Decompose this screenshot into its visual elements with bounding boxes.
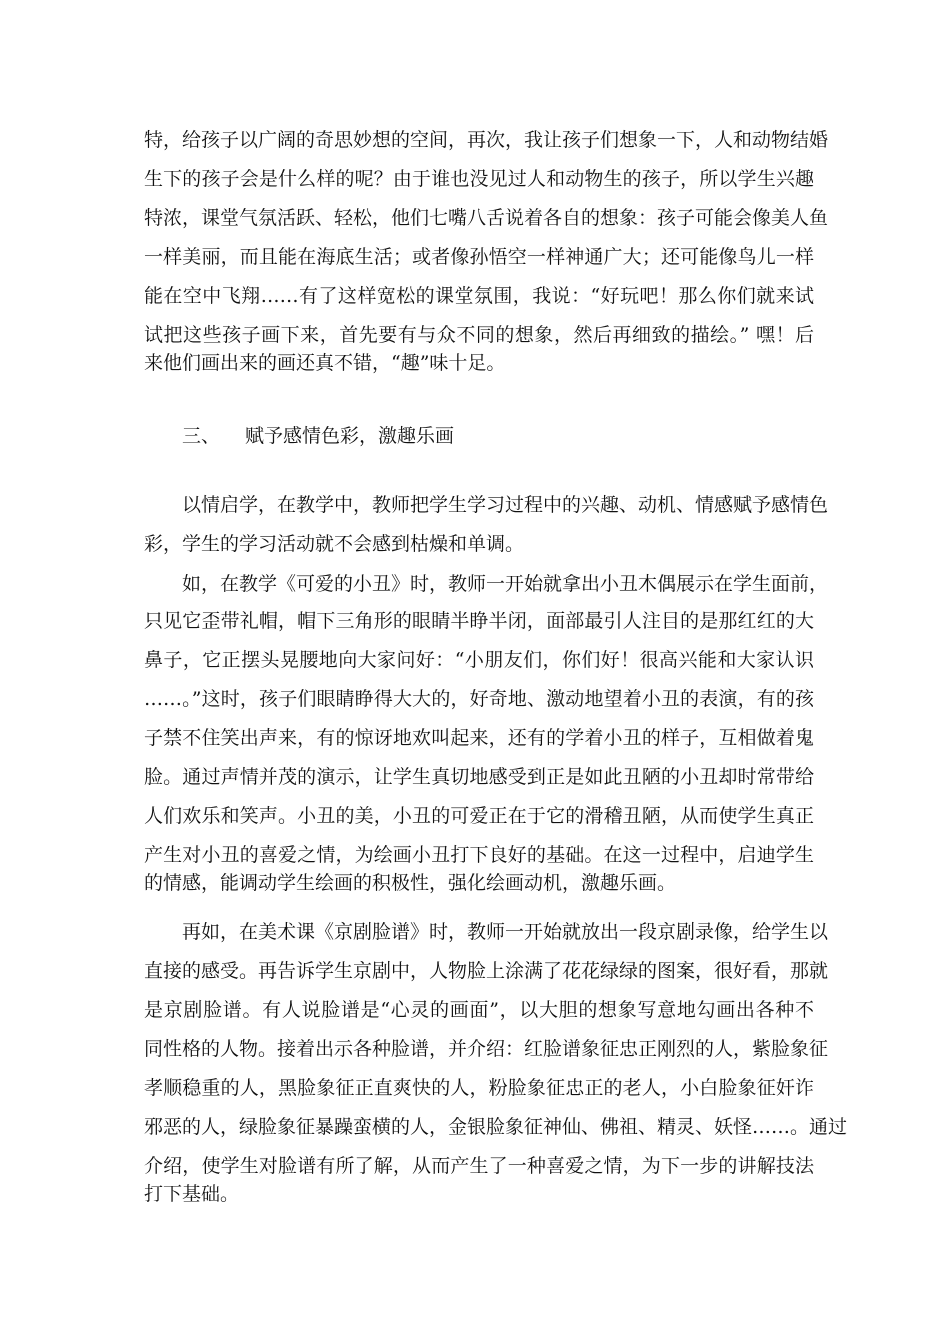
text-line: 直接的感受。再告诉学生京剧中，人物脸上涂满了花花绿绿的图案，很好看，那就 — [144, 960, 829, 982]
text-line: 特，给孩子以广阔的奇思妙想的空间，再次，我让孩子们想象一下，人和动物结婚 — [144, 129, 829, 151]
text-line: 再如，在美术课《京剧脸谱》时，教师一开始就放出一段京剧录像，给学生以 — [182, 921, 829, 943]
text-line: 介绍，使学生对脸谱有所了解，从而产生了一种喜爱之情，为下一步的讲解技法 — [144, 1155, 814, 1177]
text-line: 子禁不住笑出声来，有的惊讶地欢叫起来，还有的学着小丑的样子，互相做着鬼 — [144, 727, 814, 749]
text-line: 产生对小丑的喜爱之情，为绘画小丑打下良好的基础。在这一过程中，启迪学生 — [144, 844, 814, 866]
text-line: 试把这些孩子画下来，首先要有与众不同的想象，然后再细致的描绘。” 嘿！后 — [144, 324, 814, 346]
text-line: 鼻子，它正摆头晃腰地向大家问好：“小朋友们，你们好！很高兴能和大家认识 — [144, 649, 814, 671]
text-line: ……。”这时，孩子们眼睛睁得大大的，好奇地、激动地望着小丑的表演，有的孩 — [144, 688, 814, 710]
text-line: 打下基础。 — [144, 1183, 240, 1205]
text-line: 来他们画出来的画还真不错，“趣”味十足。 — [144, 352, 506, 374]
text-line: 的情感，能调动学生绘画的积极性，强化绘画动机，激趣乐画。 — [144, 872, 677, 894]
text-line: 生下的孩子会是什么样的呢？由于谁也没见过人和动物生的孩子，所以学生兴趣 — [144, 168, 814, 190]
text-line: 是京剧脸谱。有人说脸谱是“心灵的画面”，以大胆的想象写意地勾画出各种不 — [144, 999, 814, 1021]
text-line: 邪恶的人，绿脸象征暴躁蛮横的人，金银脸象征神仙、佛祖、精灵、妖怪……。通过 — [144, 1116, 848, 1138]
section-heading: 赋予感情色彩，激趣乐画 — [245, 425, 455, 447]
text-line: 只见它歪带礼帽，帽下三角形的眼睛半睁半闭，面部最引人注目的是那红红的大 — [144, 610, 814, 632]
section-number: 三、 — [182, 425, 221, 447]
text-line: 彩，学生的学习活动就不会感到枯燥和单调。 — [144, 533, 525, 555]
text-line: 孝顺稳重的人，黑脸象征正直爽快的人，粉脸象征忠正的老人，小白脸象征奸诈 — [144, 1077, 814, 1099]
text-line: 能在空中飞翔……有了这样宽松的课堂氛围，我说：“好玩吧！那么你们就来试 — [144, 285, 814, 307]
text-line: 人们欢乐和笑声。小丑的美，小丑的可爱正在于它的滑稽丑陋，从而使学生真正 — [144, 805, 814, 827]
text-line: 脸。通过声情并茂的演示，让学生真切地感受到正是如此丑陋的小丑却时常带给 — [144, 766, 814, 788]
text-line: 如，在教学《可爱的小丑》时，教师一开始就拿出小丑木偶展示在学生面前， — [182, 573, 829, 595]
text-line: 特浓，课堂气氛活跃、轻松，他们七嘴八舌说着各自的想象：孩子可能会像美人鱼 — [144, 207, 829, 229]
text-line: 同性格的人物。接着出示各种脸谱，并介绍：红脸谱象征忠正刚烈的人，紫脸象征 — [144, 1038, 829, 1060]
text-line: 一样美丽，而且能在海底生活；或者像孙悟空一样神通广大；还可能像鸟儿一样 — [144, 246, 814, 268]
text-line: 以情启学，在教学中，教师把学生学习过程中的兴趣、动机、情感赋予感情色 — [182, 494, 829, 516]
